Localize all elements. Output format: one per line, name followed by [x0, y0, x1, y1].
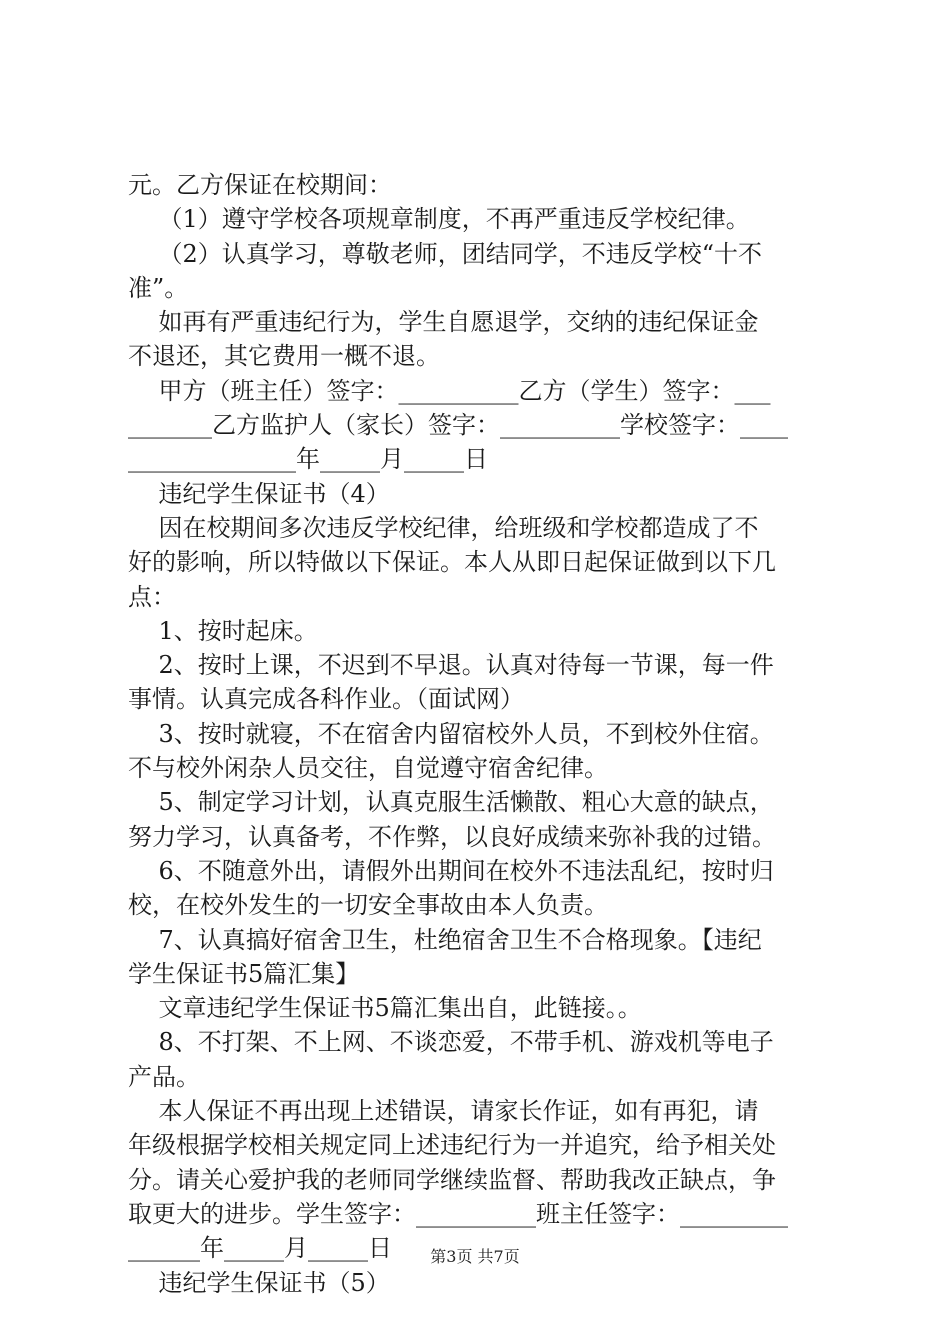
text-line: 8、不打架、不上网、不谈恋爱，不带手机、游戏机等电子: [128, 1028, 774, 1057]
text-line: 产品。: [128, 1062, 200, 1091]
signature-line: 甲方（班主任）签字：__________乙方（学生）签字：___: [128, 376, 771, 405]
text-line: 3、按时就寝，不在宿舍内留宿校外人员，不到校外住宿。: [128, 719, 774, 748]
section-heading: 违纪学生保证书（4）: [128, 479, 390, 508]
text-line: 如再有严重违纪行为，学生自愿退学，交纳的违纪保证金: [128, 308, 759, 337]
text-line: （2）认真学习，尊敬老师，团结同学，不违反学校“十不: [128, 239, 763, 268]
page-number: 第3页 共7页: [430, 1247, 520, 1266]
text-line: 点：: [128, 582, 176, 611]
text-line: 事情。认真完成各科作业。（面试网）: [128, 685, 524, 714]
text-line: （1）遵守学校各项规章制度，不再严重违反学校纪律。: [128, 205, 750, 234]
text-line: 5、制定学习计划，认真克服生活懒散、粗心大意的缺点，: [128, 788, 774, 817]
text-line: 文章违纪学生保证书5篇汇集出自，此链接。。: [128, 994, 642, 1023]
text-line: 年级根据学校相关规定同上述违纪行为一并追究，给予相关处: [128, 1131, 776, 1160]
text-line: 分。请关心爱护我的老师同学继续监督、帮助我改正缺点，争: [128, 1165, 776, 1194]
text-line: 校，在校外发生的一切安全事故由本人负责。: [128, 891, 608, 920]
text-line: 不与校外闲杂人员交往，自觉遵守宿舍纪律。: [128, 754, 608, 783]
document-body: [128, 168, 834, 1300]
signature-line: _______乙方监护人（家长）签字：__________学校签字：____: [128, 411, 788, 440]
section-heading: 违纪学生保证书（5）: [128, 1268, 390, 1297]
date-line: ______________年_____月_____日: [128, 445, 488, 474]
text-line: 2、按时上课，不迟到不早退。认真对待每一节课，每一件: [128, 651, 774, 680]
text-line: 学生保证书5篇汇集】: [128, 959, 360, 988]
text-line: 本人保证不再出现上述错误，请家长作证，如有再犯，请: [128, 1097, 759, 1126]
text-line: 不退还，其它费用一概不退。: [128, 342, 440, 371]
text-line: 7、认真搞好宿舍卫生，杜绝宿舍卫生不合格现象。【违纪: [128, 925, 762, 954]
text-line: 好的影响，所以特做以下保证。本人从即日起保证做到以下几: [128, 548, 776, 577]
text-line: 1、按时起床。: [128, 616, 318, 645]
text-line: 6、不随意外出，请假外出期间在校外不违法乱纪，按时归: [128, 856, 774, 885]
text-line: 因在校期间多次违反学校纪律，给班级和学校都造成了不: [128, 513, 759, 542]
text-line: 元。乙方保证在校期间：: [128, 171, 392, 199]
signature-line: 取更大的进步。学生签字：__________班主任签字：_________: [128, 1199, 788, 1228]
text-line: 准”。: [128, 273, 189, 302]
date-line: ______年_____月_____日: [128, 1234, 392, 1263]
text-line: 努力学习，认真备考，不作弊，以良好成绩来弥补我的过错。: [128, 822, 776, 851]
